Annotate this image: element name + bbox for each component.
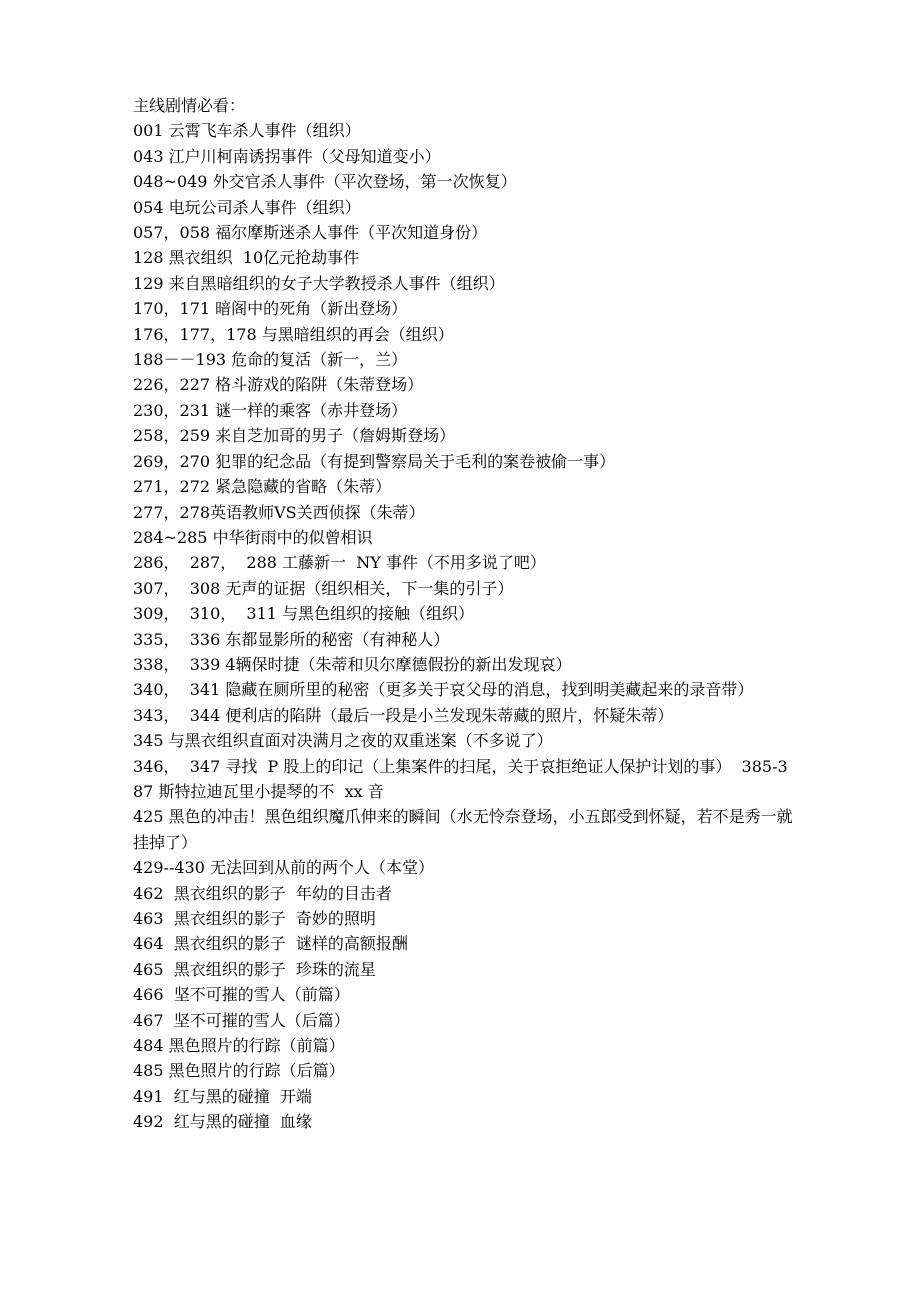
list-item: 340， 341 隐藏在厕所里的秘密（更多关于哀父母的消息，找到明美藏起来的录音带） bbox=[133, 680, 754, 700]
list-item: 001 云霄飞车杀人事件（组织） bbox=[133, 121, 361, 141]
list-item: 170，171 暗阁中的死角（新出登场） bbox=[133, 299, 408, 319]
list-item: 338， 339 4辆保时捷（朱蒂和贝尔摩德假扮的新出发现哀） bbox=[133, 654, 572, 674]
list-item: 176，177，178 与黑暗组织的再会（组织） bbox=[133, 324, 454, 344]
list-item: 464 黑衣组织的影子 谜样的高额报酬 bbox=[133, 934, 408, 954]
list-item: 128 黑衣组织 10亿元抢劫事件 bbox=[133, 248, 360, 268]
list-item: 466 坚不可摧的雪人（前篇） bbox=[133, 985, 350, 1005]
list-item: 048~049 外交官杀人事件（平次登场，第一次恢复） bbox=[133, 172, 517, 192]
list-item: 485 黑色照片的行踪（后篇） bbox=[133, 1061, 345, 1081]
list-item: 307， 308 无声的证据（组织相关，下一集的引子） bbox=[133, 578, 514, 598]
list-item: 465 黑衣组织的影子 珍珠的流星 bbox=[133, 959, 376, 979]
list-item: 043 江户川柯南诱拐事件（父母知道变小） bbox=[133, 146, 441, 166]
list-item: 335， 336 东都显影所的秘密（有神秘人） bbox=[133, 629, 450, 649]
list-item: 057，058 福尔摩斯迷杀人事件（平次知道身份） bbox=[133, 223, 488, 243]
list-item: 343， 344 便利店的陷阱（最后一段是小兰发现朱蒂藏的照片，怀疑朱蒂） bbox=[133, 705, 674, 725]
list-item: 463 黑衣组织的影子 奇妙的照明 bbox=[133, 909, 376, 928]
list-item: 284~285 中华街雨中的似曾相识 bbox=[133, 527, 373, 547]
list-item: 230，231 谜一样的乘客（赤井登场） bbox=[133, 400, 408, 420]
list-item: 345 与黑衣组织直面对决满月之夜的双重迷案（不多说了） bbox=[133, 731, 553, 751]
list-item: 492 红与黑的碰撞 血缘 bbox=[133, 1112, 312, 1132]
list-item: 286， 287， 288 工藤新一 NY 事件（不用多说了吧） bbox=[133, 553, 546, 573]
list-item: 491 红与黑的碰撞 开端 bbox=[133, 1086, 312, 1106]
list-item: 429--430 无法回到从前的两个人（本堂） bbox=[133, 858, 434, 878]
list-item: 309， 310， 311 与黑色组织的接触（组织） bbox=[133, 604, 475, 624]
list-item: 258，259 来自芝加哥的男子（詹姆斯登场） bbox=[133, 426, 456, 446]
list-item: 425 黑色的冲击！黑色组织魔爪伸来的瞬间（水无怜奈登场，小五郎受到怀疑，若不是秀一就挂掉了） bbox=[133, 807, 793, 852]
list-item: 226，227 格斗游戏的陷阱（朱蒂登场） bbox=[133, 375, 424, 395]
episode-list bbox=[133, 93, 793, 1135]
list-item: 269，270 犯罪的纪念品（有提到警察局关于毛利的案卷被偷一事） bbox=[133, 451, 616, 471]
list-item: 129 来自黑暗组织的女子大学教授杀人事件（组织） bbox=[133, 273, 505, 293]
list-item: 054 电玩公司杀人事件（组织） bbox=[133, 197, 361, 217]
list-item: 188－－193 危命的复活（新一，兰） bbox=[133, 350, 408, 370]
list-item: 271，272 紧急隐藏的省略（朱蒂） bbox=[133, 477, 392, 497]
list-item: 462 黑衣组织的影子 年幼的目击者 bbox=[133, 883, 392, 903]
list-heading: 主线剧情必看： bbox=[133, 96, 246, 115]
list-item: 484 黑色照片的行踪（前篇） bbox=[133, 1036, 345, 1056]
list-item: 467 坚不可摧的雪人（后篇） bbox=[133, 1010, 350, 1030]
list-item: 277，278英语教师VS关西侦探（朱蒂） bbox=[133, 502, 425, 522]
list-item: 346， 347 寻找 P 股上的印记（上集案件的扫尾，关于哀拒绝证人保护计划的事） 385-387 斯特拉迪瓦里小提琴的不 xx 音 bbox=[133, 756, 788, 801]
